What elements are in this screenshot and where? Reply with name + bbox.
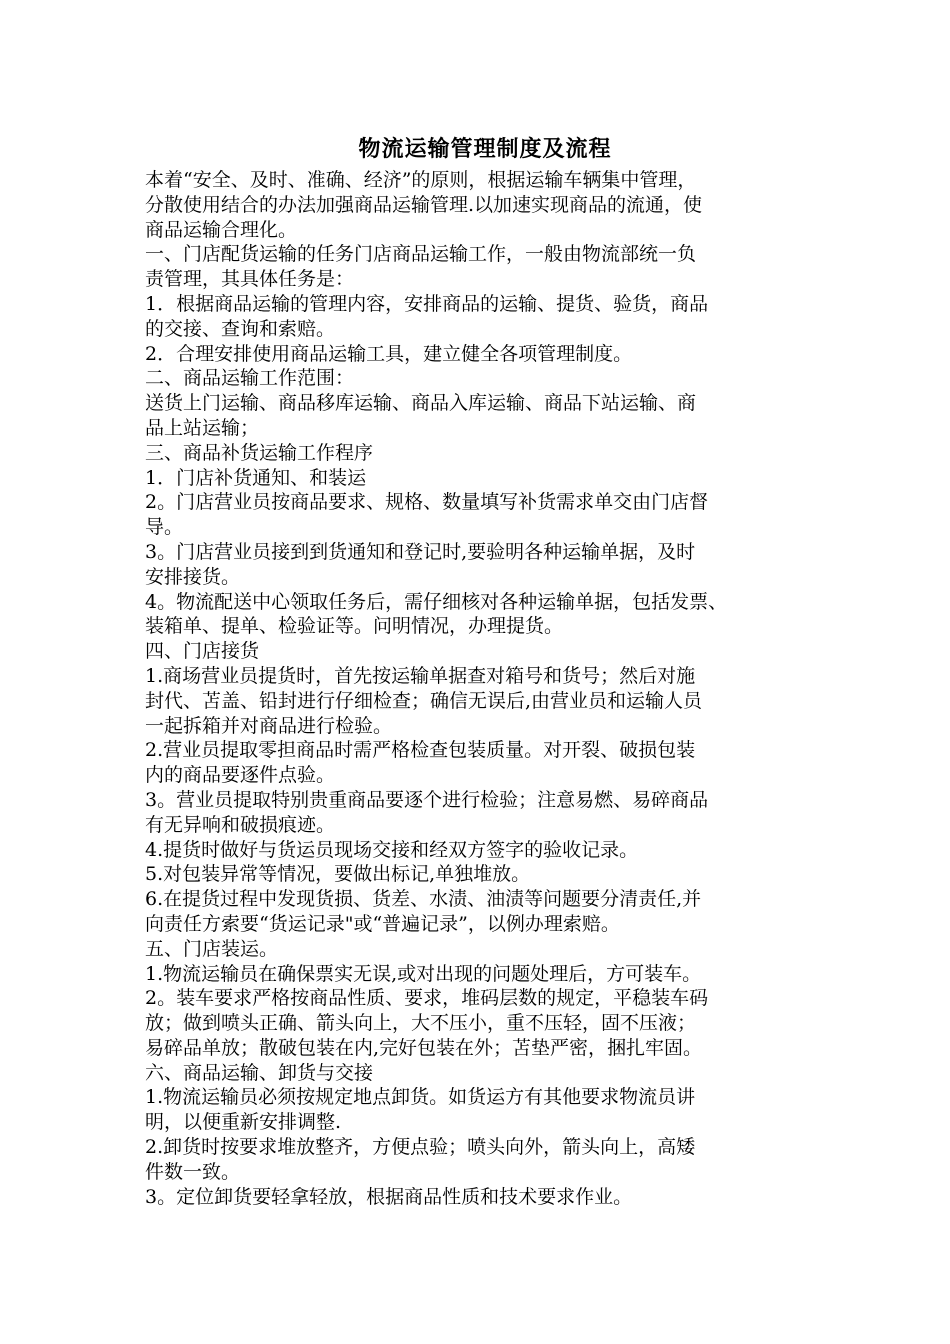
- section-heading: 五、门店装运。: [145, 937, 279, 960]
- text-line: 1．根据商品运输的管理内容，安排商品的运输、提货、验货，商品: [145, 292, 709, 315]
- text-line: 1.物流运输员必须按规定地点卸货。如货运方有其他要求物流员讲: [145, 1086, 696, 1109]
- text-line: 装箱单、提单、检验证等。问明情况，办理提货。: [145, 615, 564, 638]
- text-line: 的交接、查询和索赔。: [145, 317, 336, 340]
- text-line: 易碎品单放；散破包装在内,完好包装在外；苫垫严密，捆扎牢固。: [145, 1036, 703, 1059]
- section-heading: 三、商品补货运输工作程序: [145, 441, 374, 464]
- text-line: 向责任方索要“货运记录"或“普遍记录”，以例办理索赔。: [145, 912, 620, 935]
- text-line: 3。营业员提取特别贵重商品要逐个进行检验；注意易燃、易碎商品: [145, 788, 709, 811]
- text-line: 3。定位卸货要轻拿轻放，根据商品性质和技术要求作业。: [145, 1185, 633, 1208]
- text-line: 4。物流配送中心领取任务后，需仔细核对各种运输单据，包括发票、: [145, 590, 728, 613]
- text-line: 2。门店营业员按商品要求、规格、数量填写补货需求单交由门店督: [145, 491, 709, 514]
- text-line: 6.在提货过程中发现货损、货差、水渍、油渍等问题要分清责任,并: [145, 888, 702, 911]
- text-line: 明，以便重新安排调整.: [145, 1111, 342, 1134]
- text-line: 放；做到喷头正确、箭头向上，大不压小，重不压轻，固不压液；: [145, 1012, 697, 1035]
- section-heading: 一、门店配货运输的任务门店商品运输工作，一般由物流部统一负: [145, 243, 697, 266]
- text-line: 商品运输合理化。: [145, 218, 298, 241]
- text-line: 内的商品要逐件点验。: [145, 764, 336, 787]
- text-line: 安排接货。: [145, 565, 241, 588]
- text-line: 5.对包装异常等情况，要做出标记,单独堆放。: [145, 863, 531, 886]
- text-line: 1．门店补货通知、和装运: [145, 466, 367, 489]
- text-line: 4.提货时做好与货运员现场交接和经双方签字的验收记录。: [145, 838, 639, 861]
- text-line: 分散使用结合的办法加强商品运输管理.以加速实现商品的流通，使: [145, 193, 703, 216]
- text-line: 1.商场营业员提货时，首先按运输单据查对箱号和货号；然后对施: [145, 664, 696, 687]
- text-line: 导。: [145, 516, 184, 539]
- text-line: 本着“安全、及时、准确、经济”的原则，根据运输车辆集中管理，: [145, 169, 697, 191]
- text-line: 2．合理安排使用商品运输工具，建立健全各项管理制度。: [145, 342, 633, 365]
- text-line: 送货上门运输、商品移库运输、商品入库运输、商品下站运输、商: [145, 392, 697, 415]
- document-page: [145, 132, 825, 1209]
- section-heading: 二、商品运输工作范围：: [145, 367, 355, 390]
- text-line: 一起拆箱并对商品进行检验。: [145, 714, 393, 737]
- text-line: 封代、苫盖、铅封进行仔细检查；确信无误后,由营业员和运输人员: [145, 689, 703, 712]
- text-line: 3。门店营业员接到到货通知和登记时,要验明各种运输单据，及时: [145, 540, 696, 563]
- text-line: 2.营业员提取零担商品时需严格检查包装质量。对开裂、破损包装: [145, 739, 696, 762]
- document-title: 物流运输管理制度及流程: [358, 136, 612, 162]
- section-heading: 六、商品运输、卸货与交接: [145, 1061, 374, 1084]
- text-line: 2.卸货时按要求堆放整齐，方便点验；喷头向外，箭头向上，高矮: [145, 1136, 696, 1159]
- text-line: 品上站运输；: [145, 416, 260, 439]
- text-line: 2。装车要求严格按商品性质、要求，堆码层数的规定，平稳装车码: [145, 987, 709, 1010]
- text-line: 有无异响和破损痕迹。: [145, 813, 336, 836]
- text-line: 责管理，其具体任务是：: [145, 268, 355, 291]
- section-heading: 四、门店接货: [145, 640, 260, 663]
- text-line: 1.物流运输员在确保票实无误,或对出现的问题处理后，方可装车。: [145, 962, 702, 985]
- document-body: [145, 168, 825, 1209]
- text-line: 件数一致。: [145, 1160, 241, 1183]
